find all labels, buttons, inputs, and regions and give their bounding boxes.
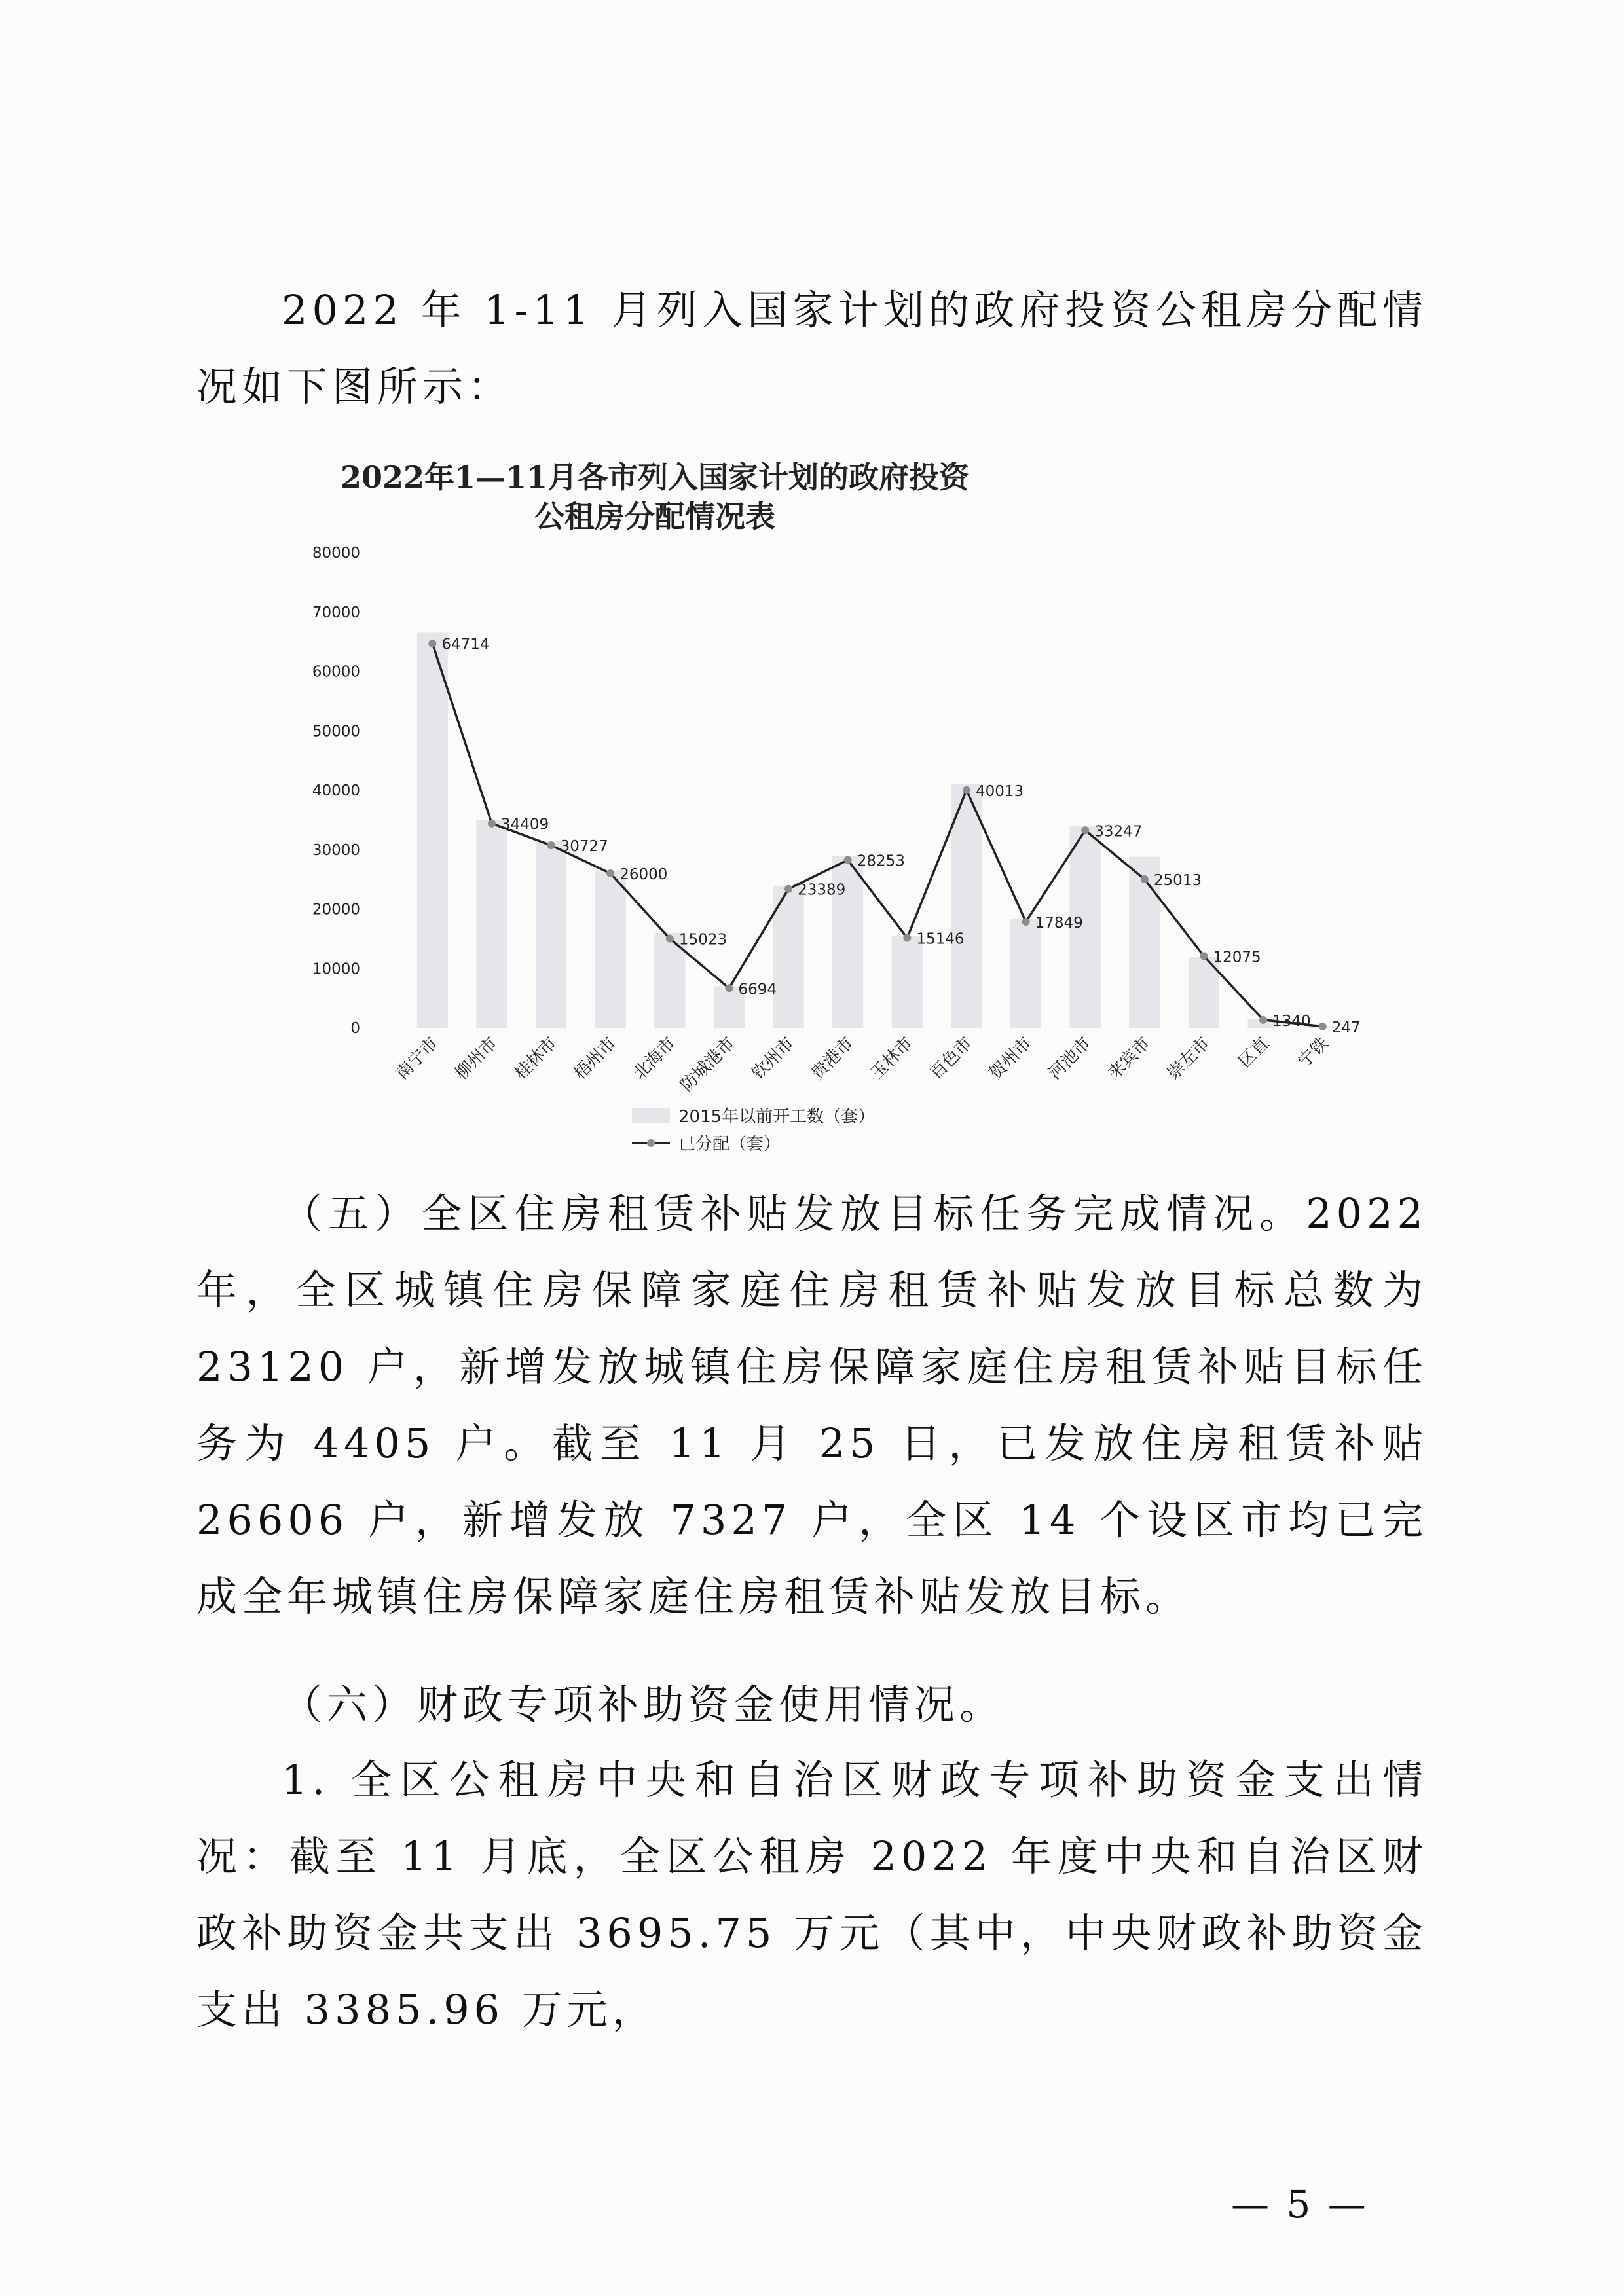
chart-title-line1: 2022年1—11月各市列入国家计划的政府投资 (340, 460, 970, 495)
x-category-label: 宁铁 (1294, 1033, 1333, 1072)
section6-heading: （六）财政专项补助资金使用情况。 (282, 1681, 1005, 1728)
line-point (1200, 952, 1208, 960)
x-category-label: 百色市 (926, 1033, 976, 1084)
x-category-label: 崇左市 (1164, 1033, 1214, 1084)
item1-paragraph: 1. 全区公租房中央和自治区财政专项补助资金支出情况：截至 11 月底，全区公租房 2022 年度中央和自治区财政补助资金共支出 3695.75 万元（其中，中央财政补助资金支出 3385.96 万元， (196, 1756, 1428, 2033)
x-category-label: 玉林市 (866, 1033, 917, 1084)
x-category-label: 钦州市 (748, 1033, 799, 1084)
data-label: 23389 (798, 881, 846, 899)
y-tick-label: 80000 (312, 545, 360, 562)
data-label: 6694 (738, 981, 777, 998)
data-label: 34409 (500, 816, 549, 833)
data-label: 26000 (619, 866, 668, 884)
line-point (666, 935, 674, 943)
line-point (784, 885, 792, 893)
housing-allocation-chart (262, 445, 1375, 1172)
x-category-label: 贺州市 (986, 1033, 1036, 1084)
data-label: 12075 (1213, 949, 1261, 966)
y-axis (312, 545, 360, 1037)
data-label: 15146 (916, 930, 965, 948)
x-category-label: 南宁市 (392, 1033, 443, 1084)
data-label: 30727 (560, 838, 608, 856)
y-tick-label: 20000 (312, 901, 360, 919)
y-tick-label: 30000 (312, 841, 360, 859)
x-category-label: 河池市 (1044, 1033, 1096, 1084)
x-category-label: 桂林市 (511, 1033, 561, 1084)
x-category-label: 北海市 (629, 1033, 680, 1084)
legend-line-label: 已分配（套） (678, 1135, 781, 1154)
bar (951, 784, 982, 1028)
x-category-label: 梧州市 (570, 1033, 621, 1084)
y-tick-label: 50000 (312, 723, 360, 740)
line-point (428, 640, 436, 647)
data-label: 1340 (1272, 1012, 1311, 1030)
bar (595, 871, 626, 1028)
line-point (1259, 1016, 1267, 1024)
section5-paragraph: （五）全区住房租赁补贴发放目标任务完成情况。2022 年，全区城镇住房保障家庭住房租赁补贴发放目标总数为 23120 户，新增发放城镇住房保障家庭住房租赁补贴目标任务为 4405 户。截至 11 月 25 日，已发放住房租赁补贴 26606 户，新增发放 7327 户，全区 14 个设区市均已完成全年城镇住房保障家庭住房租赁补贴发放目标。 (196, 1190, 1428, 1620)
data-label: 40013 (975, 782, 1024, 800)
bar (417, 633, 448, 1028)
y-tick-label: 40000 (312, 782, 360, 799)
intro-paragraph: 2022 年 1-11 月列入国家计划的政府投资公租房分配情况如下图所示： (196, 286, 1428, 410)
line-point (903, 934, 911, 942)
x-axis-categories (392, 1034, 1333, 1096)
legend-bar-swatch (632, 1108, 670, 1123)
bar (1010, 919, 1041, 1028)
x-category-label: 柳州市 (451, 1033, 502, 1084)
legend-line-marker (647, 1139, 655, 1147)
bar (892, 936, 923, 1028)
line-point (844, 856, 852, 864)
y-tick-label: 0 (350, 1020, 360, 1037)
y-tick-label: 60000 (312, 663, 360, 681)
page-number: — 5 — (1231, 2182, 1369, 2227)
chart-title-line2: 公租房分配情况表 (534, 499, 775, 534)
data-label: 28253 (857, 852, 905, 870)
y-tick-label: 70000 (312, 604, 360, 621)
bar (476, 820, 507, 1028)
data-label: 17849 (1035, 915, 1083, 932)
y-tick-label: 10000 (312, 960, 360, 978)
data-label: 64714 (441, 636, 490, 653)
line-point (488, 820, 496, 828)
x-category-label: 贵港市 (807, 1033, 858, 1084)
data-label: 15023 (678, 931, 727, 949)
x-category-label: 来宾市 (1104, 1033, 1154, 1084)
line-point (1022, 918, 1030, 926)
data-label: 25013 (1153, 872, 1202, 890)
line-point (606, 869, 614, 877)
bar-series (417, 633, 1338, 1028)
line-point (963, 786, 970, 794)
data-label: 33247 (1094, 823, 1143, 841)
chart-legend (632, 1107, 875, 1154)
x-category-label: 防城港市 (676, 1033, 739, 1096)
data-label: 247 (1331, 1019, 1361, 1036)
line-point (1141, 875, 1149, 883)
line-point (547, 841, 555, 849)
line-point (1081, 826, 1089, 834)
x-category-label: 区直 (1235, 1033, 1274, 1072)
line-point (725, 984, 733, 992)
line-point (1319, 1023, 1327, 1030)
legend-bar-label: 2015年以前开工数（套） (678, 1107, 876, 1127)
bar (536, 841, 566, 1028)
